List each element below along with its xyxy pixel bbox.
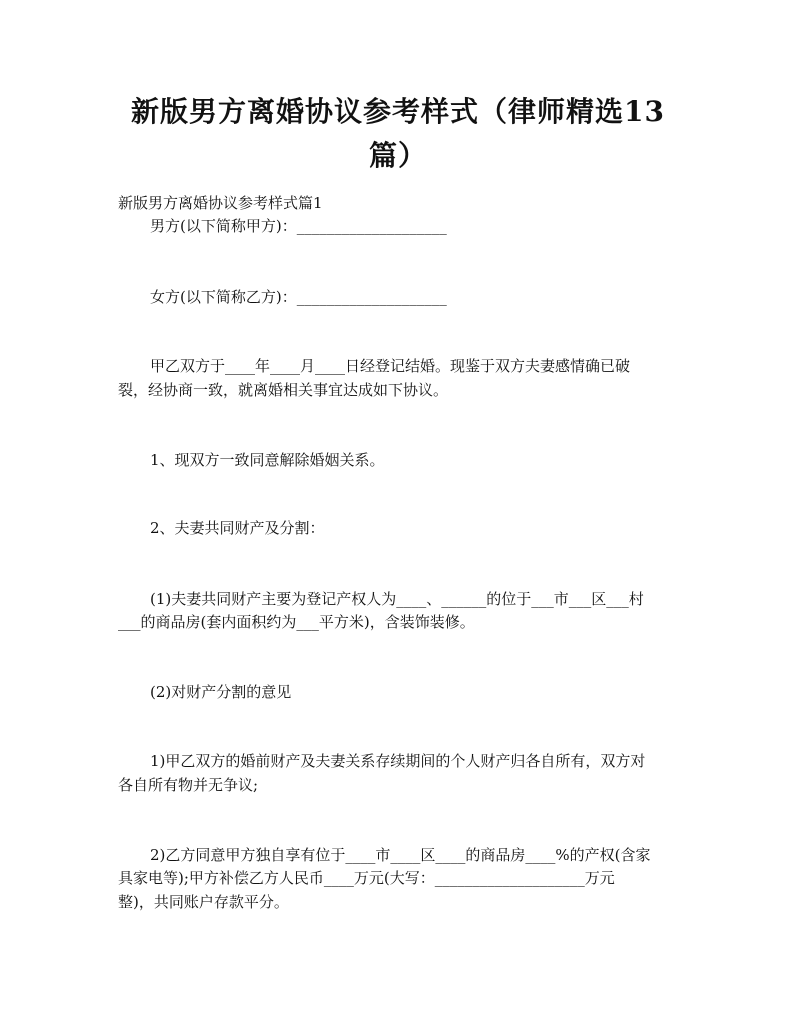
clause-2: 2、夫妻共同财产及分割： <box>150 519 325 537</box>
husband-line: 男方(以下简称甲方)：____________________ <box>150 217 447 235</box>
division-item-1-line-1: 1)甲乙双方的婚前财产及夫妻关系存续期间的个人财产归各自所有，双方对 <box>150 752 646 770</box>
division-item-2-line-3: 整)，共同账户存款平分。 <box>118 893 289 911</box>
intro-paragraph-line-2: 裂，经协商一致，就离婚相关事宜达成如下协议。 <box>118 381 449 399</box>
wife-line: 女方(以下简称乙方)：____________________ <box>150 288 447 306</box>
division-item-1-line-2: 各自所有物并无争议; <box>118 776 259 794</box>
section-heading: 新版男方离婚协议参考样式篇1 <box>118 194 323 212</box>
clause-1: 1、现双方一致同意解除婚姻关系。 <box>150 451 385 469</box>
intro-paragraph-line-1: 甲乙双方于____年____月____日经登记结婚。现鉴于双方夫妻感情确已破 <box>150 357 631 375</box>
division-item-2-line-2: 具家电等);甲方补偿乙方人民币____万元(大写：____________________万元 <box>118 869 615 887</box>
property-division-heading: (2)对财产分割的意见 <box>150 683 292 701</box>
property-clause-line-1: (1)夫妻共同财产主要为登记产权人为____、______的位于___市___区___村 <box>150 590 644 608</box>
division-item-2-line-1: 2)乙方同意甲方独自享有位于____市____区____的商品房____%的产权(含家 <box>150 846 651 864</box>
property-clause-line-2: ___的商品房(套内面积约为___平方米)，含装饰装修。 <box>118 613 475 631</box>
document-title-line-1: 新版男方离婚协议参考样式（律师精选13 <box>131 95 665 128</box>
document-title-line-2: 篇） <box>368 139 427 172</box>
